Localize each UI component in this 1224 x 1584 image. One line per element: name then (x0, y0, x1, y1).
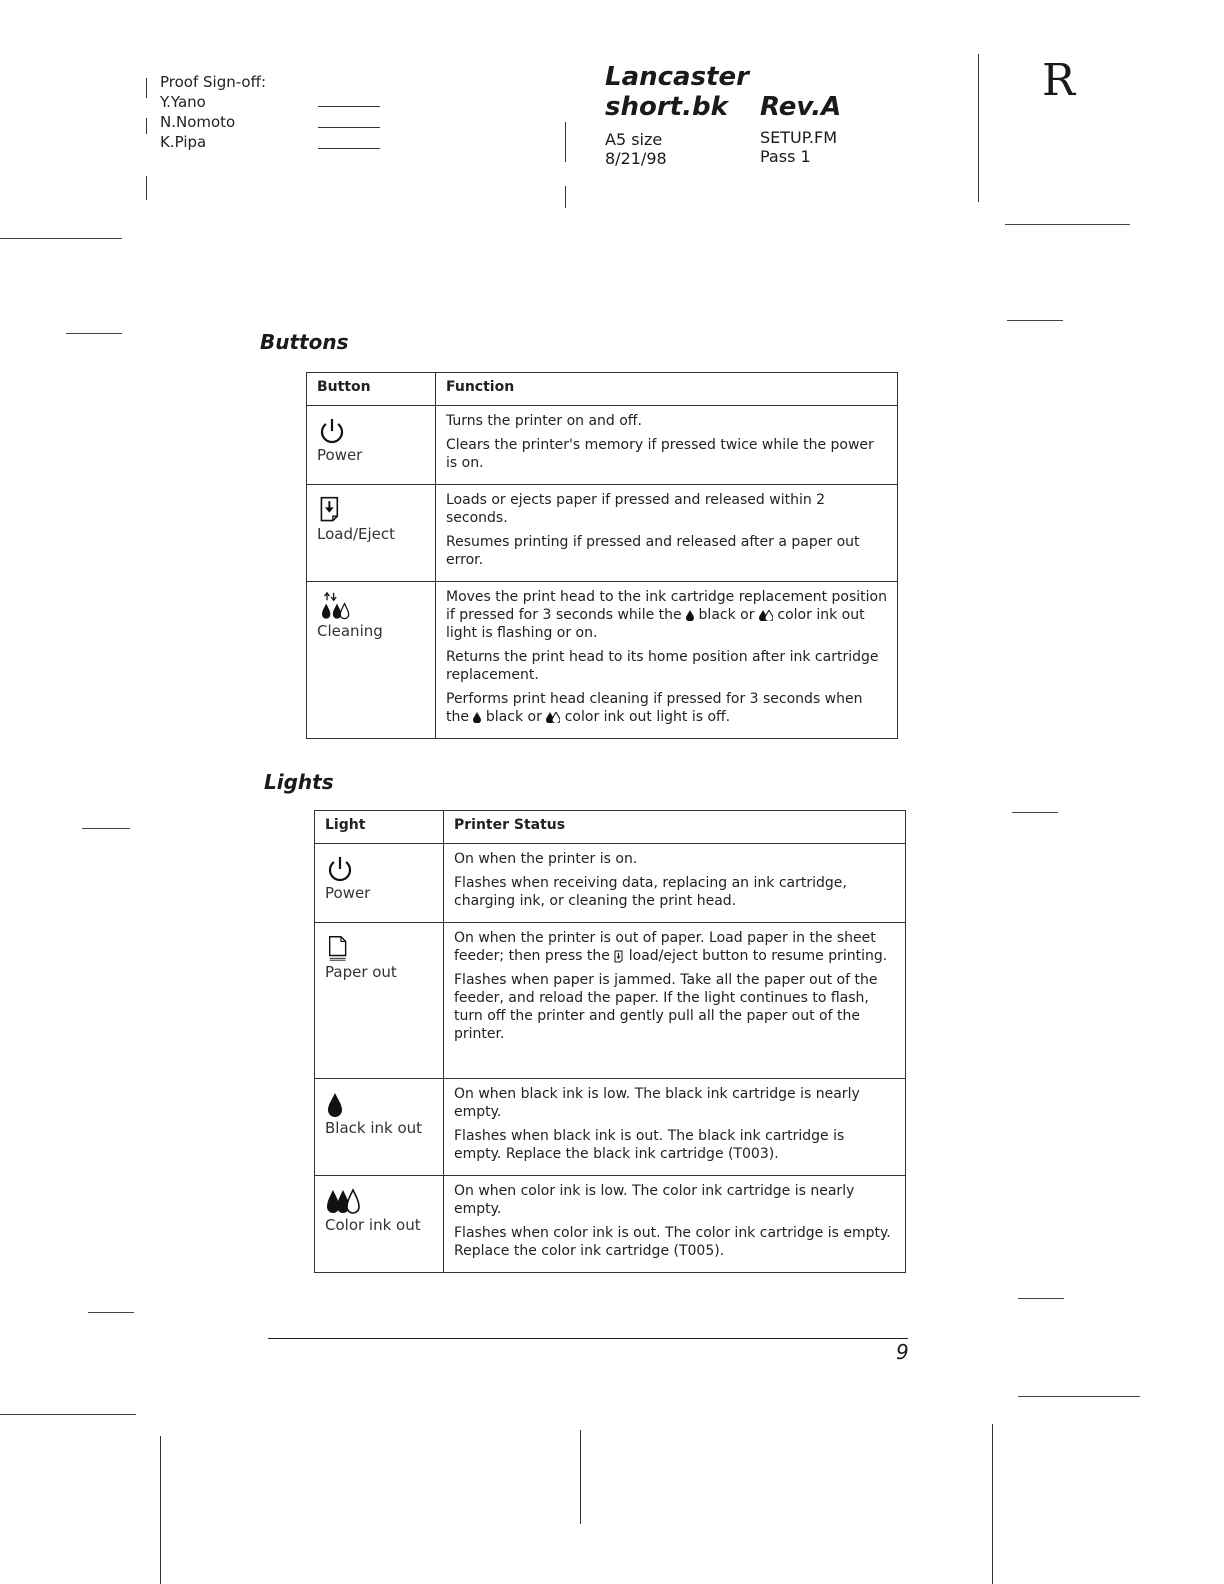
table-row (315, 844, 906, 923)
color-ink-drops-icon (325, 1186, 365, 1216)
margin-rule (992, 1424, 993, 1584)
margin-rule (146, 118, 147, 134)
table-row (315, 1176, 906, 1273)
table-row (315, 1079, 906, 1176)
power-icon (317, 416, 347, 446)
paper-out-icon (325, 933, 355, 963)
proof-label: Proof Sign-off: (160, 73, 266, 91)
crop-mark (82, 828, 130, 829)
signature-line (318, 127, 380, 128)
table-row (307, 406, 898, 485)
crop-mark (0, 238, 122, 239)
black-drop-icon (686, 610, 694, 621)
function-text: Returns the print head to its home position after ink cartridge replacement. (446, 649, 879, 683)
crop-mark (1007, 320, 1063, 321)
status-text: Flashes when paper is jammed. Take all the paper out of the feeder, and reload the paper. If the light continues to flash, turn off the printer and gently pull all the paper out of the printer. (454, 972, 878, 1042)
lights-table (314, 810, 906, 1273)
function-text: Clears the printer's memory if pressed twice while the power is on. (446, 437, 874, 471)
crop-mark (88, 1312, 134, 1313)
function-text: Loads or ejects paper if pressed and released within 2 seconds. (446, 492, 826, 526)
page-number: 9 (896, 1340, 909, 1364)
lights-heading: Lights (264, 770, 334, 794)
col-header-function: Function (436, 373, 898, 406)
buttons-table (306, 372, 898, 739)
file-name: SETUP.FM (760, 128, 837, 147)
black-drop-icon (473, 712, 481, 723)
doc-meta-left (605, 130, 667, 168)
footer-rule (268, 1338, 908, 1339)
crop-mark (1012, 812, 1058, 813)
function-text: Resumes printing if pressed and released after a paper out error. (446, 534, 860, 568)
status-text: On when the printer is out of paper. Load paper in the sheet feeder; then press the load/eject button to resume printing. (454, 930, 888, 964)
crop-mark (1005, 224, 1130, 225)
margin-rule (978, 54, 979, 202)
status-text: Flashes when black ink is out. The black ink cartridge is empty. Replace the black ink cartridge (T003). (454, 1128, 845, 1162)
revision-label: Rev.A (760, 92, 842, 122)
function-text: Performs print head cleaning if pressed for 3 seconds when the black or color ink out light is off. (446, 691, 863, 725)
load-eject-small-icon (614, 950, 624, 963)
status-text: Flashes when receiving data, replacing an ink cartridge, charging ink, or cleaning the print head. (454, 875, 847, 909)
margin-rule (565, 186, 566, 208)
signer-name: N.Nomoto (160, 113, 236, 131)
doc-date: 8/21/98 (605, 149, 667, 168)
black-ink-drop-icon (325, 1089, 355, 1119)
light-label: Black ink out (325, 1119, 423, 1137)
corner-letter: R (1042, 55, 1076, 106)
status-text: On when black ink is low. The black ink cartridge is nearly empty. (454, 1086, 860, 1120)
table-row (315, 923, 906, 1079)
load-eject-icon (317, 495, 347, 525)
function-text: Turns the printer on and off. (446, 413, 642, 429)
light-label: Color ink out (325, 1216, 421, 1234)
buttons-heading: Buttons (260, 330, 349, 354)
col-header-status: Printer Status (444, 811, 906, 844)
margin-rule (146, 78, 147, 98)
light-label: Paper out (325, 963, 397, 981)
col-header-light: Light (315, 811, 444, 844)
signature-line (318, 106, 380, 107)
cleaning-icon (317, 592, 357, 622)
color-drops-icon (546, 712, 560, 723)
proof-signoff (160, 72, 266, 152)
signer-name: K.Pipa (160, 133, 207, 151)
button-label: Load/Eject (317, 525, 396, 543)
crop-mark (1018, 1298, 1064, 1299)
table-row (307, 485, 898, 582)
status-text: On when color ink is low. The color ink cartridge is nearly empty. (454, 1183, 855, 1217)
pass-number: Pass 1 (760, 147, 811, 166)
button-label: Power (317, 446, 363, 464)
status-text: On when the printer is on. (454, 851, 638, 867)
signature-line (318, 148, 380, 149)
margin-rule (146, 176, 147, 200)
margin-rule (580, 1430, 581, 1524)
light-label: Power (325, 884, 371, 902)
function-text: Moves the print head to the ink cartridge replacement position if pressed for 3 seconds while the black or color ink out light is flashing or on. (446, 589, 887, 641)
margin-rule (565, 122, 566, 162)
col-header-button: Button (307, 373, 436, 406)
book-title: Lancaster short.bk (605, 62, 749, 122)
doc-meta-right (760, 128, 837, 166)
page-size: A5 size (605, 130, 663, 149)
power-icon (325, 854, 355, 884)
button-label: Cleaning (317, 622, 383, 640)
margin-rule (160, 1436, 161, 1584)
table-row (307, 582, 898, 739)
status-text: Flashes when color ink is out. The color ink cartridge is empty. Replace the color ink cartridge (T005). (454, 1225, 891, 1259)
signer-name: Y.Yano (160, 93, 206, 111)
crop-mark (1018, 1396, 1140, 1397)
crop-mark (0, 1414, 136, 1415)
crop-mark (66, 333, 122, 334)
color-drops-icon (759, 610, 773, 621)
